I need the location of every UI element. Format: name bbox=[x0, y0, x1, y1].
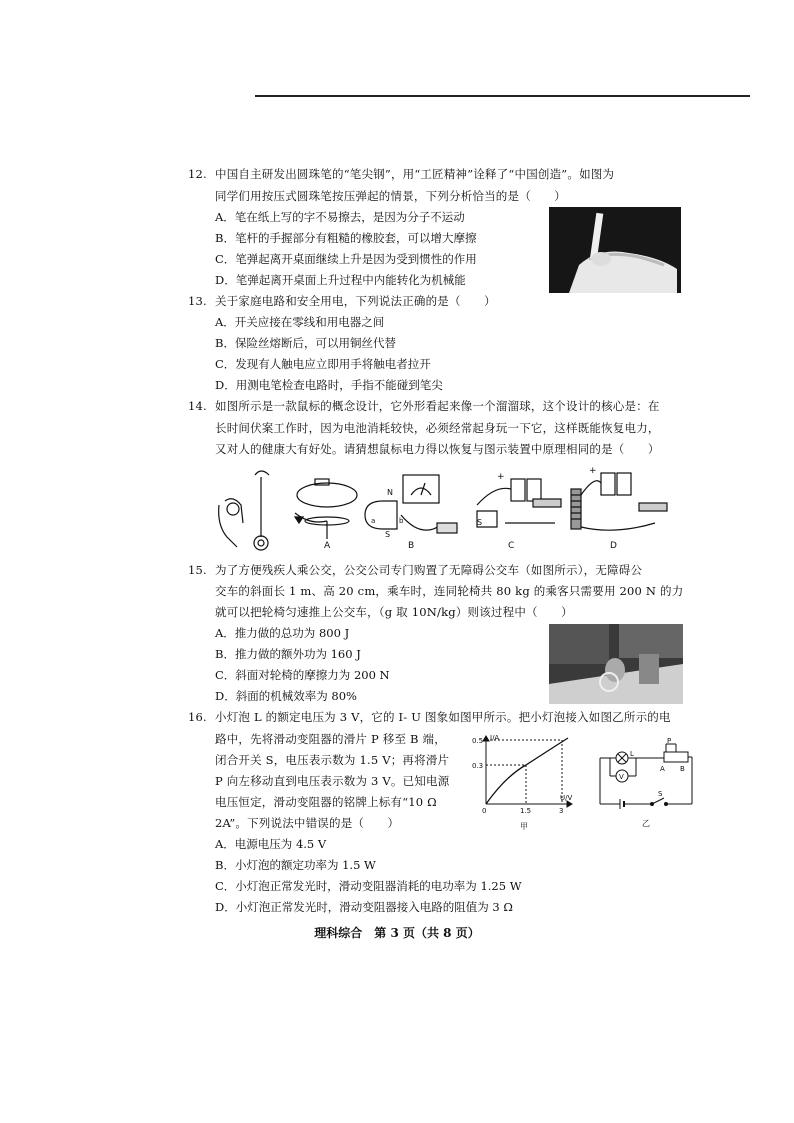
graph-ytick: 0.5 bbox=[472, 737, 484, 745]
svg-text:+: + bbox=[589, 466, 597, 476]
figure-letter: b bbox=[399, 517, 404, 525]
question-number: 14. bbox=[188, 399, 207, 413]
question-stem-line: 又对人的健康大有好处。请猜想鼠标电力得以恢复与图示装置中原理相同的是（ ） bbox=[215, 442, 660, 456]
apparatus-d-illustration bbox=[571, 466, 667, 530]
question-stem-line: P 向左移动直到电压表示数为 3 V。已知电源 bbox=[215, 774, 450, 788]
option-c: C．发现有人触电应立即用手将触电者拉开 bbox=[215, 357, 431, 371]
option-a: A．推力做的总功为 800 J bbox=[215, 626, 350, 640]
option-a: A．开关应接在零线和用电器之间 bbox=[215, 315, 385, 329]
meter-label: V bbox=[619, 773, 624, 781]
switch-label: S bbox=[658, 790, 663, 798]
header-rule bbox=[255, 95, 750, 97]
pen-press-photo bbox=[549, 207, 681, 293]
question-stem-line: 同学们用按压式圆珠笔按压弹起的情景，下列分析恰当的是（ ） bbox=[215, 189, 566, 203]
question-stem-line: 中国自主研发出圆珠笔的“笔尖钢”，用“工匠精神”诠释了“中国创造”。如图为 bbox=[215, 167, 615, 181]
option-b: B．小灯泡的额定功率为 1.5 W bbox=[215, 858, 376, 872]
option-d: D．用测电笔检查电路时，手指不能碰到笔尖 bbox=[215, 378, 443, 392]
bus-ramp-photo bbox=[549, 624, 683, 704]
yoyo-mouse-illustration bbox=[219, 471, 269, 550]
graph-ytick: 0.3 bbox=[472, 762, 484, 770]
option-d: D．斜面的机械效率为 80% bbox=[215, 689, 357, 703]
end-label: B bbox=[680, 765, 685, 773]
graph-ylabel: I/A bbox=[490, 734, 500, 742]
circuit-caption: 乙 bbox=[642, 819, 650, 828]
question-number: 12. bbox=[188, 167, 207, 181]
question-stem-line: 小灯泡 L 的额定电压为 3 V，它的 I- U 图象如图甲所示。把小灯泡接入如图乙所示的电 bbox=[215, 710, 671, 724]
question-stem-line: 如图所示是一款鼠标的概念设计，它外形看起来像一个溜溜球，这个设计的核心是：在 bbox=[215, 399, 660, 413]
graph-xtick: 3 bbox=[559, 807, 564, 815]
end-label: A bbox=[660, 765, 665, 773]
figure-letter: a bbox=[371, 517, 376, 525]
figure-label-b: B bbox=[408, 541, 415, 551]
question-stem-line: 交车的斜面长 1 m、高 20 cm，乘车时，连同轮椅共 80 kg 的乘客只需要用 200 N 的力 bbox=[215, 584, 684, 598]
apparatus-c-illustration bbox=[477, 472, 561, 527]
circuit-diagram bbox=[596, 738, 696, 830]
svg-text:+: + bbox=[497, 472, 505, 482]
question-stem-line: 电压恒定，滑动变阻器的铭牌上标有“10 Ω bbox=[215, 795, 437, 809]
question-stem-line: 路中，先将滑动变阻器的滑片 P 移至 B 端， bbox=[215, 732, 446, 746]
page-footer: 理科综合 第 3 页（共 8 页） bbox=[314, 926, 480, 940]
option-c: C．笔弹起离开桌面继续上升是因为受到惯性的作用 bbox=[215, 252, 477, 266]
figure-letter: N bbox=[387, 488, 393, 497]
mouse-figure-row bbox=[215, 465, 685, 555]
graph-xtick: 1.5 bbox=[520, 807, 532, 815]
figure-label-c: C bbox=[508, 541, 515, 551]
figure-label-a: A bbox=[324, 541, 331, 551]
option-a: A．笔在纸上写的字不易擦去，是因为分子不运动 bbox=[215, 210, 465, 224]
option-d: D．小灯泡正常发光时，滑动变阻器接入电路的阻值为 3 Ω bbox=[215, 900, 513, 914]
option-c: C．小灯泡正常发光时，滑动变阻器消耗的电功率为 1.25 W bbox=[215, 879, 522, 893]
question-stem-line: 关于家庭电路和安全用电，下列说法正确的是（ ） bbox=[215, 294, 496, 308]
lamp-label: L bbox=[630, 750, 634, 758]
question-stem-line: 为了方便残疾人乘公交，公交公司专门购置了无障碍公交车（如图所示），无障碍公 bbox=[215, 563, 643, 577]
option-b: B．推力做的额外功为 160 J bbox=[215, 647, 361, 661]
question-stem-line: 2A”。下列说法中错误的是（ ） bbox=[215, 816, 400, 830]
figure-letter: S bbox=[477, 518, 483, 527]
question-stem-line: 长时间伏案工作时，因为电池消耗较快，必须经常起身玩一下它，这样既能恢复电力， bbox=[215, 421, 660, 435]
question-stem-line: 就可以把轮椅匀速推上公交车，（g 取 10N/kg）则该过程中（ ） bbox=[215, 605, 573, 619]
option-c: C．斜面对轮椅的摩擦力为 200 N bbox=[215, 668, 390, 682]
question-number: 13. bbox=[188, 294, 207, 308]
graph-xtick: 0 bbox=[482, 807, 487, 815]
graph-caption: 甲 bbox=[520, 822, 528, 831]
apparatus-a-illustration bbox=[295, 479, 357, 539]
figure-letter: S bbox=[385, 530, 391, 539]
option-b: B．笔杆的手握部分有粗糙的橡胶套，可以增大摩擦 bbox=[215, 231, 477, 245]
question-stem-line: 闭合开关 S，电压表示数为 1.5 V；再将滑片 bbox=[215, 753, 450, 767]
option-d: D．笔弹起离开桌面上升过程中内能转化为机械能 bbox=[215, 273, 466, 287]
iu-graph bbox=[472, 732, 586, 832]
option-b: B．保险丝熔断后，可以用铜丝代替 bbox=[215, 336, 396, 350]
question-number: 16. bbox=[188, 710, 207, 724]
figure-label-d: D bbox=[610, 541, 617, 551]
option-a: A．电源电压为 4.5 V bbox=[215, 837, 327, 851]
graph-xlabel: U/V bbox=[560, 794, 573, 802]
slider-label: P bbox=[667, 737, 672, 745]
apparatus-b-illustration bbox=[365, 475, 457, 539]
question-number: 15. bbox=[188, 563, 207, 577]
